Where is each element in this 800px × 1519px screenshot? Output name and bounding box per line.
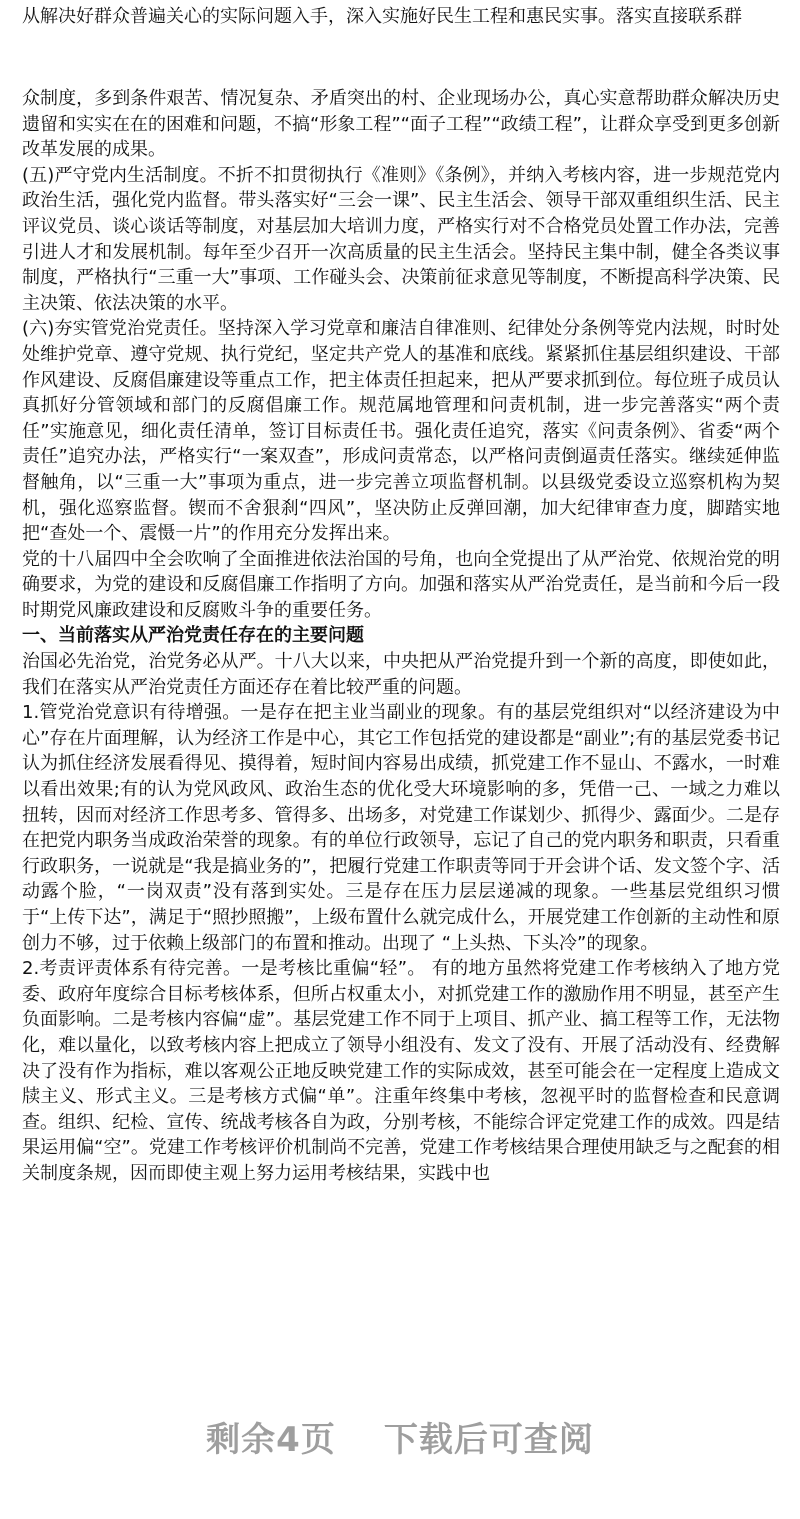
document-body	[22, 86, 780, 1187]
download-to-view-label: 下载后可查阅	[383, 1420, 594, 1460]
document-top-fragment	[22, 4, 780, 30]
paragraph-top-fragment: 从解决好群众普遍关心的实际问题入手，深入实施好民生工程和惠民实事。落实直接联系群	[22, 6, 742, 27]
paragraph-7: 2.考责评责体系有待完善。一是考核比重偏“轻”。 有的地方虽然将党建工作考核纳入了地方党委、政府年度综合目标考核体系，但所占权重太小，对抓党建工作的激励作用不明显，甚至产生负面影响。二是考核内容偏“虚”。基层党建工作不同于上项目、抓产业、搞工程等工作，无法物化，难以量化，以致考核内容上把成立了领导小组没有、发文了没有、开展了活动没有、经费解决了没有作为指标，难以客观公正地反映党建工作的实际成效，甚至可能会在一定程度上造成文牍主义、形式主义。三是考核方式偏“单”。注重年终集中考核，忽视平时的监督检查和民意调查。组织、纪检、宣传、统战考核各自为政，分别考核，不能综合评定党建工作的成效。四是结果运用偏“空”。党建工作考核评价机制尚不完善，党建工作考核结果合理使用缺乏与之配套的相关制度条规，因而即使主观上努力运用考核结果，实践中也	[22, 958, 780, 1184]
paragraph-2: (五)严守党内生活制度。不折不扣贯彻执行《准则》《条例》，并纳入考核内容，进一步规范党内政治生活，强化党内监督。带头落实好“三会一课”、民主生活会、领导干部双重组织生活、民主评议党员、谈心谈话等制度，对基层加大培训力度，严格实行对不合格党员处置工作办法，完善引进人才和发展机制。每年至少召开一次高质量的民主生活会。坚持民主集中制，健全各类议事制度，严格执行“三重一大”事项、工作碰头会、决策前征求意见等制度，不断提高科学决策、民主决策、依法决策的水平。	[22, 164, 780, 314]
section-heading: 一、当前落实从严治党责任存在的主要问题	[22, 625, 364, 647]
paragraph-5: 治国必先治党，治党务必从严。十八大以来，中央把从严治党提升到一个新的高度，即使如此，我们在落实从严治党责任方面还存在着比较严重的问题。	[22, 651, 780, 698]
remaining-pages-label: 剩余4页	[206, 1420, 336, 1460]
paragraph-6: 1.管党治党意识有待增强。一是存在把主业当副业的现象。有的基层党组织对“以经济建设为中心”存在片面理解，认为经济工作是中心，其它工作包括党的建设都是“副业”;有的基层党委书记认为抓住经济发展看得见、摸得着，短时间内容易出成绩，抓党建工作不显山、不露水，一时难以看出效果;有的认为党风政风、政治生态的优化受大环境影响的多，凭借一己、一域之力难以扭转，因而对经济工作思考多、管得多、出场多，对党建工作谋划少、抓得少、露面少。二是存在把党内职务当成政治荣誉的现象。有的单位行政领导，忘记了自己的党内职务和职责，只看重行政职务，一说就是“我是搞业务的”，把履行党建工作职责等同于开会讲个话、发文签个字、活动露个脸，“一岗双责”没有落到实处。三是存在压力层层递减的现象。一些基层党组织习惯于“上传下达”，满足于“照抄照搬”，上级布置什么就完成什么，开展党建工作创新的主动性和原创力不够，过于依赖上级部门的布置和推动。出现了 “上头热、下头冷”的现象。	[22, 702, 780, 954]
remaining-pages-banner[interactable]	[0, 1412, 800, 1461]
paragraph-3: (六)夯实管党治党责任。坚持深入学习党章和廉洁自律准则、纪律处分条例等党内法规，时时处处维护党章、遵守党规、执行党纪，坚定共产党人的基准和底线。紧紧抓住基层组织建设、干部作风建设、反腐倡廉建设等重点工作，把主体责任担起来，把从严要求抓到位。每位班子成员认真抓好分管领域和部门的反腐倡廉工作。规范属地管理和问责机制，进一步完善落实“两个责任”实施意见，细化责任清单，签订目标责任书。强化责任追究，落实《问责条例》、省委“两个责任”追究办法，严格实行“一案双查”，形成问责常态，以严格问责倒逼责任落实。继续延伸监督触角，以“三重一大”事项为重点，进一步完善立项监督机制。以县级党委设立巡察机构为契机，强化巡察监督。锲而不舍狠刹“四风”，坚决防止反弹回潮，加大纪律审查力度，脚踏实地把“查处一个、震慑一片”的作用充分发挥出来。	[22, 318, 780, 545]
paragraph-4: 党的十八届四中全会吹响了全面推进依法治国的号角，也向全党提出了从严治党、依规治党的明确要求，为党的建设和反腐倡廉工作指明了方向。加强和落实从严治党责任，是当前和今后一段时期党风廉政建设和反腐败斗争的重要任务。	[22, 548, 780, 621]
paragraph-1: 众制度，多到条件艰苦、情况复杂、矛盾突出的村、企业现场办公，真心实意帮助群众解决历史遗留和实实在在的困难和问题，不搞“形象工程”“面子工程”“政绩工程”，让群众享受到更多创新改革发展的成果。	[22, 88, 780, 161]
